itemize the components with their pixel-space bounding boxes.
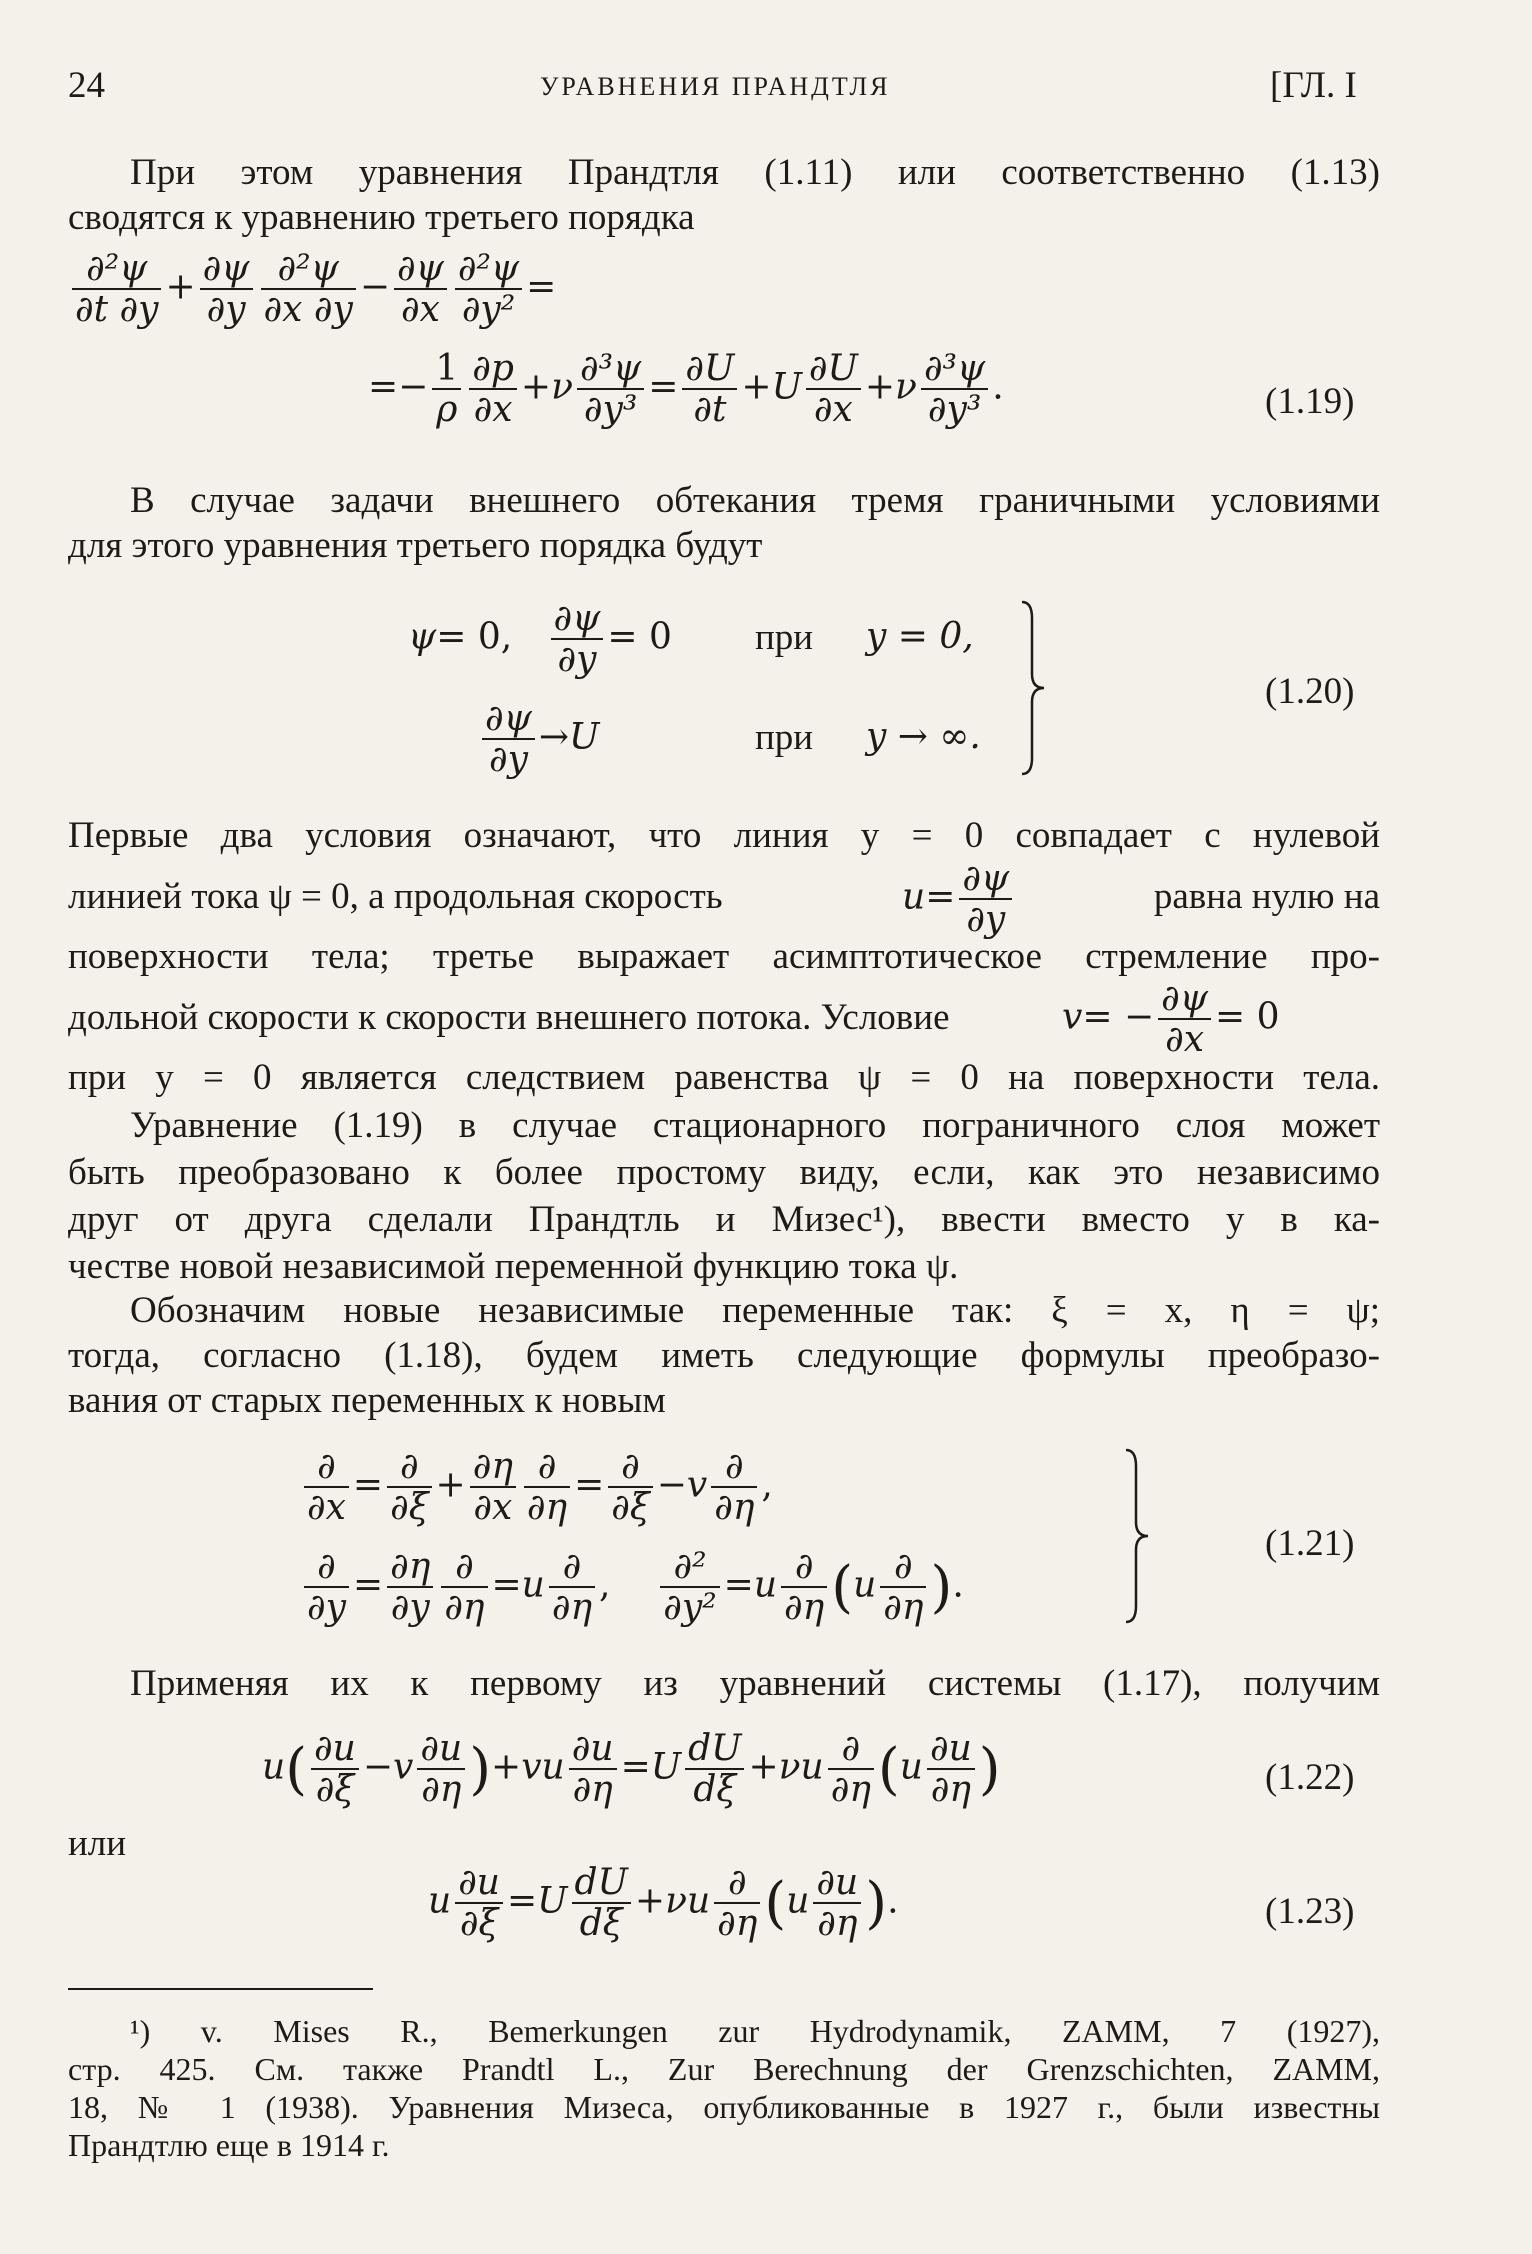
paragraph-3-line-3: поверхности тела; третье выражает асимптотическое стремление про-	[68, 936, 1380, 977]
paragraph-3-line-5: при y = 0 является следствием равенства ψ = 0 на поверхности тела.	[68, 1057, 1380, 1098]
condition-word-2: при	[755, 717, 814, 758]
equation-1-20-line1: ψ= 0, $\frac{\partial\psi}{\partial y}$ = 0	[408, 598, 672, 680]
running-title: УРАВНЕНИЯ ПРАНДТЛЯ	[540, 72, 891, 101]
paragraph-5	[68, 1288, 1380, 1423]
velocity-u-formula: u= $\frac{\partial\psi}{\partial y}$	[902, 860, 1016, 939]
chapter-mark: [ГЛ. I	[1270, 65, 1357, 106]
paragraph-3-line-2a: линией тока ψ = 0, а продольная скорость	[68, 876, 723, 917]
footnote-rule	[68, 1988, 373, 1990]
text-line: честве новой независимой переменной функцию тока ψ.	[68, 1246, 959, 1287]
equation-number-1-22: (1.22)	[1265, 1757, 1355, 1798]
text-line: тогда, согласно (1.18), будем иметь следующие формулы преобразо-	[68, 1335, 1380, 1376]
page-number: 24	[68, 65, 105, 106]
paragraph-2	[68, 478, 1380, 568]
equation-number-1-21: (1.21)	[1265, 1523, 1355, 1564]
equation-1-19-line1: $\frac{\text{∂²ψ}}{\partial t \partial y}$ + $\frac{\partial\psi}{\partial y}$ $\frac{\text{∂²ψ}}{\partial x \partial y}$ − $\frac{\partial\psi}{\partial x}$ $\frac{\text{∂²ψ}}{\text{∂y²}}$ =	[68, 250, 556, 329]
footnote-line: стр. 425. См. также Prandtl L., Zur Berechnung der Grenzschichten, ZAMM,	[68, 2051, 1380, 2087]
condition-word-1: при	[755, 617, 814, 658]
text-line: вания от старых переменных к новым	[68, 1380, 666, 1421]
text-line: друг от друга сделали Прандтль и Мизес¹), ввести вместо y в ка-	[68, 1199, 1380, 1240]
paragraph-6: Применяя их к первому из уравнений системы (1.17), получим	[130, 1663, 1380, 1704]
paragraph-3-line-1: Первые два условия означают, что линия y = 0 совпадает с нулевой	[68, 815, 1380, 856]
text-line: При этом уравнения Прандтля (1.11) или соответственно (1.13)	[130, 152, 1380, 193]
or-word: или	[68, 1823, 127, 1864]
equation-number-1-19: (1.19)	[1265, 381, 1355, 422]
text-line: В случае задачи внешнего обтекания тремя граничными условиями	[130, 480, 1380, 521]
equation-1-20-line2: $\frac{\partial\psi}{\partial y}$ →U	[478, 700, 599, 779]
right-brace-icon	[1122, 1446, 1152, 1626]
equation-1-21-line2: $\frac{\partial}{\partial y}$ = $\frac{\partial\eta}{\partial y}$ $\frac{\partial}{\partial\eta}$ =u $\frac{\partial}{\partial\eta}$ , $\frac{\text{∂²}}{\text{∂y²}}$ =u $\frac{\partial}{\partial\eta}$ (u $\frac{\partial}{\partial\eta}$ ).	[300, 1548, 964, 1627]
text-line: Обозначим новые независимые переменные так: ξ = x, η = ψ;	[130, 1290, 1380, 1331]
footnote-line: 18, № 1 (1938). Уравнения Мизеса, опубликованные в 1927 г., были известны	[68, 2089, 1380, 2125]
equation-number-1-23: (1.23)	[1265, 1891, 1355, 1932]
equation-1-19-line2: =− $\frac{1}{\rho}$ $\frac{\partial p}{\partial x}$ +ν $\frac{\text{∂³ψ}}{\text{∂y³}}$ = $\frac{\partial U}{\partial t}$ +U $\frac{\partial U}{\partial x}$ +ν $\frac{\text{∂³ψ}}{\text{∂y³}}$ .	[368, 348, 1004, 430]
text-line: быть преобразовано к более простому виду, если, как это независимо	[68, 1152, 1380, 1193]
condition-2: y → ∞.	[866, 716, 981, 757]
paragraph-3-line-2b: равна нулю на	[1153, 876, 1380, 917]
paragraph-3-line-4a: дольной скорости к скорости внешнего потока. Условие	[68, 997, 950, 1038]
equation-1-23: u $\frac{\partial u}{\partial\xi}$ =U $\frac{dU}{d\xi}$ +νu $\frac{\partial}{\partial\eta}$ (u $\frac{\partial u}{\partial\eta}$ ).	[428, 1862, 899, 1944]
footnote	[68, 2012, 1380, 2164]
footnote-line: Прандтлю еще в 1914 г.	[68, 2127, 390, 2163]
velocity-v-formula: v= − $\frac{\partial\psi}{\partial x}$ = 0	[1062, 978, 1280, 1060]
paragraph-1	[68, 150, 1380, 240]
equation-1-22: u( $\frac{\partial u}{\partial\xi}$ −v $\frac{\partial u}{\partial\eta}$ )+vu $\frac{\partial u}{\partial\eta}$ =U $\frac{dU}{d\xi}$ +νu $\frac{\partial}{\partial\eta}$ (u $\frac{\partial u}{\partial\eta}$ )	[262, 1728, 1001, 1810]
text-line: сводятся к уравнению третьего порядка	[68, 197, 695, 238]
right-brace-icon	[1018, 598, 1048, 778]
footnote-line: ¹) v. Mises R., Bemerkungen zur Hydrodynamik, ZAMM, 7 (1927),	[130, 2013, 1380, 2049]
equation-number-1-20: (1.20)	[1265, 671, 1355, 712]
condition-1: y = 0,	[866, 616, 974, 657]
paragraph-4	[68, 1102, 1380, 1290]
text-line: Уравнение (1.19) в случае стационарного пограничного слоя может	[130, 1105, 1380, 1146]
equation-1-21-line1: $\frac{\partial}{\partial x}$ = $\frac{\partial}{\partial\xi}$ + $\frac{\partial\eta}{\partial x}$ $\frac{\partial}{\partial\eta}$ = $\frac{\partial}{\partial\xi}$ −v $\frac{\partial}{\partial\eta}$ ,	[300, 1448, 773, 1527]
text-line: для этого уравнения третьего порядка будут	[68, 525, 763, 566]
